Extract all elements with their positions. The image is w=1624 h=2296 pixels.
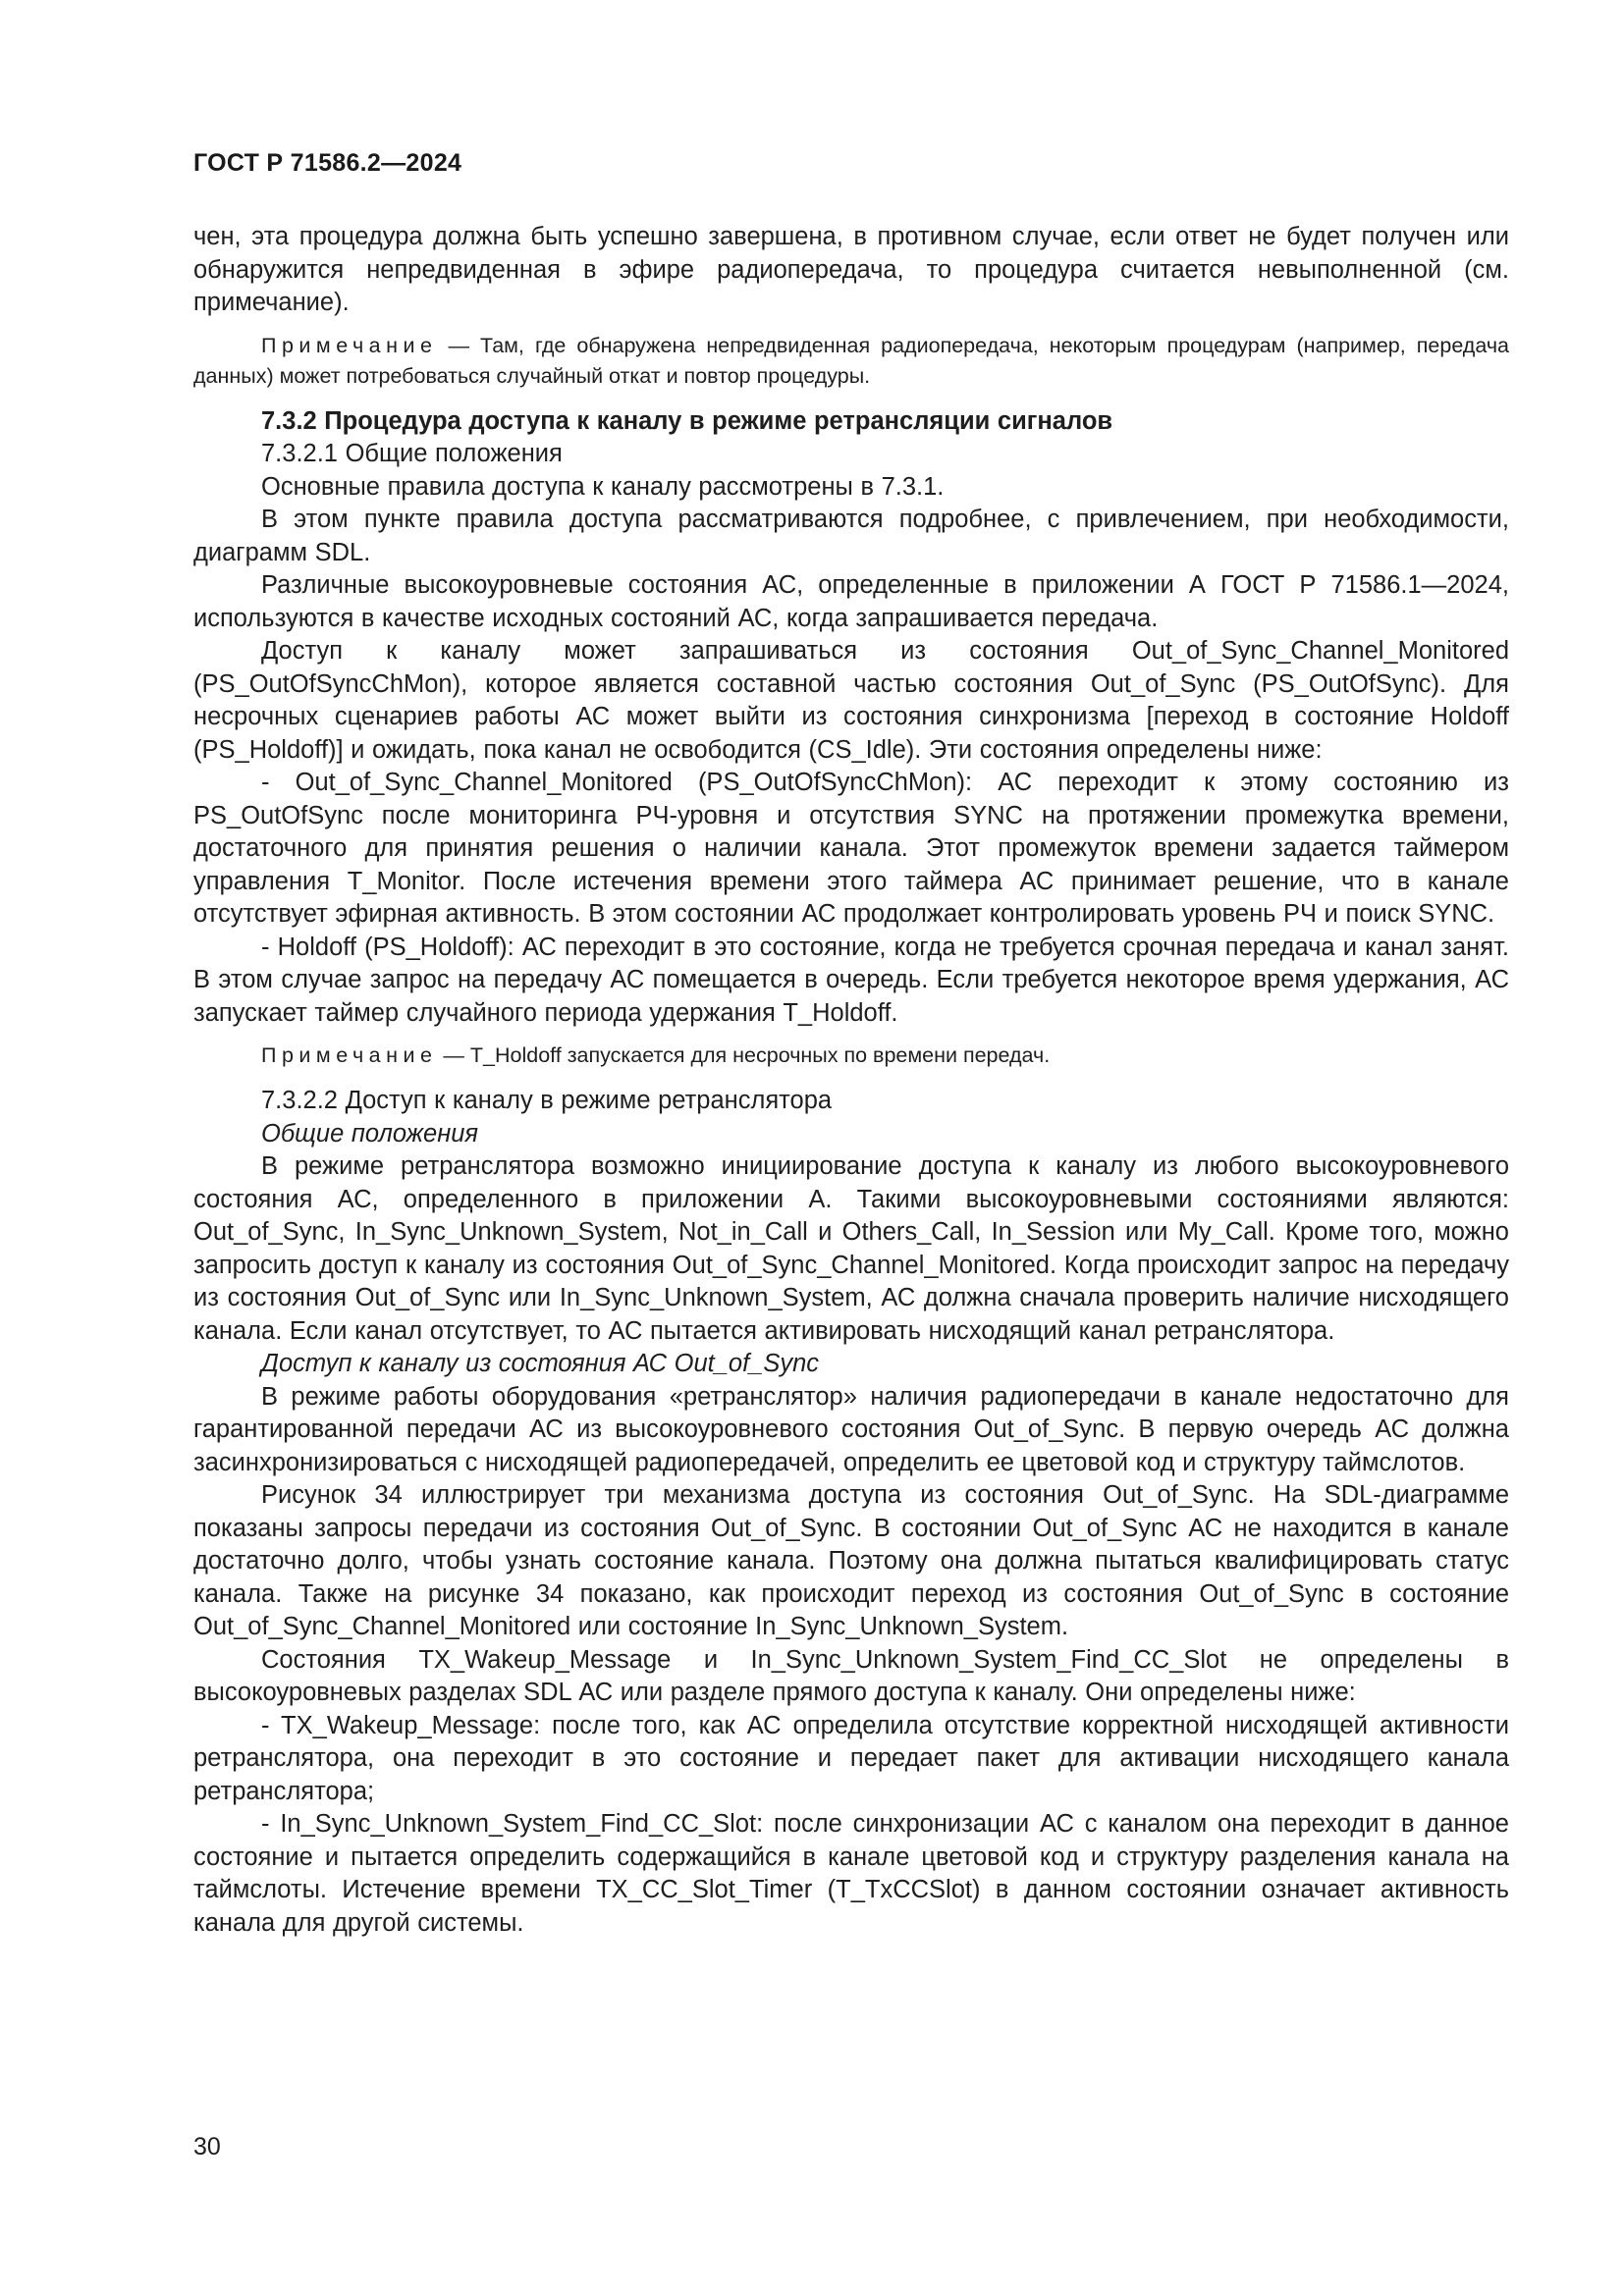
- paragraph: Состояния TX_Wakeup_Message и In_Sync_Unknown_System_Find_CC_Slot не определены в высокоуровневых разделах SDL АС или разделе прямого доступа к каналу. Они определены ниже:: [193, 1645, 1509, 1706]
- paragraph: Доступ к каналу может запрашиваться из состояния Out_of_Sync_Channel_Monitored (PS_OutOfSyncChMon), которое является составной частью состояния Out_of_Sync (PS_OutOfSync). Для несрочных сценариев работы АС может выйти из состояния синхронизма [переход в состояние Holdoff (PS_Holdoff)] и ожидать, пока канал не освободится (CS_Idle). Эти состояния определены ниже:: [193, 637, 1509, 764]
- italic-subheading: Доступ к каналу из состояния АС Out_of_Sync: [261, 1350, 820, 1377]
- paragraph: Различные высокоуровневые состояния АС, определенные в приложении А ГОСТ Р 71586.1—2024, используются в качестве исходных состояний АС, когда запрашивается передача.: [193, 571, 1509, 632]
- paragraph: Основные правила доступа к каналу рассмотрены в 7.3.1.: [261, 472, 945, 501]
- subsection-heading-7-3-2-2: 7.3.2.2 Доступ к каналу в режиме ретранслятора: [261, 1087, 833, 1114]
- note-1: [193, 331, 1509, 392]
- note-label: Примечание: [261, 1043, 438, 1067]
- document-body: [193, 221, 1509, 1940]
- paragraph: В этом пункте правила доступа рассматриваются подробнее, с привлечением, при необходимости, диаграмм SDL.: [193, 506, 1509, 566]
- list-item: - Out_of_Sync_Channel_Monitored (PS_OutOfSyncChMon): АС переходит к этому состоянию из PS_OutOfSync после мониторинга РЧ-уровня и отсутствия SYNC на протяжении промежутка времени, достаточного для принятия решения о наличии канала. Этот промежуток времени задается таймером управления T_Monitor. После истечения времени этого таймера АС принимает решение, что в канале отсутствует эфирная активность. В этом состоянии АС продолжает контролировать уровень РЧ и поиск SYNC.: [193, 769, 1509, 928]
- paragraph-continuation: чен, эта процедура должна быть успешно завершена, в противном случае, если ответ не будет получен или обнаружится непредвиденная в эфире радиопередача, то процедура считается невыполненной (см. примечание).: [193, 223, 1509, 316]
- document-header: ГОСТ Р 71586.2—2024: [193, 149, 462, 177]
- note-label: Примечание: [261, 333, 438, 357]
- list-item: - TX_Wakeup_Message: после того, как АС определила отсутствие корректной нисходящей активности ретранслятора, она переходит в это состояние и передает пакет для активации нисходящего канала ретранслятора;: [193, 1711, 1509, 1805]
- paragraph: В режиме работы оборудования «ретранслятор» наличия радиопередачи в канале недостаточно для гарантированной передачи АС из высокоуровневого состояния Out_of_Sync. В первую очередь АС должна засинхронизироваться с нисходящей радиопередачей, определить ее цветовой код и структуру таймслотов.: [193, 1382, 1509, 1476]
- note-dash: —: [437, 333, 481, 357]
- paragraph: Рисунок 34 иллюстрирует три механизма доступа из состояния Out_of_Sync. На SDL-диаграмме показаны запросы передачи из состояния Out_of_Sync. В состоянии Out_of_Sync АС не находится в канале достаточно долго, чтобы узнать состояние канала. Поэтому она должна пытаться квалифицировать статус канала. Также на рисунке 34 показано, как происходит переход из состояния Out_of_Sync в состояние Out_of_Sync_Channel_Monitored или состояние In_Sync_Unknown_System.: [193, 1481, 1509, 1640]
- note-text: T_Holdoff запускается для несрочных по времени передач.: [469, 1043, 1051, 1067]
- section-heading-7-3-2: 7.3.2 Процедура доступа к каналу в режиме ретрансляции сигналов: [261, 406, 1113, 435]
- note-2: [193, 1041, 1509, 1071]
- italic-subheading: Общие положения: [261, 1119, 479, 1148]
- note-dash: —: [437, 1043, 470, 1067]
- paragraph: В режиме ретранслятора возможно инициирование доступа к каналу из любого высокоуровневого состояния АС, определенного в приложении А. Такими высокоуровневыми состояниями являются: Out_of_Sync, In_Sync_Unknown_System, Not_in_Call и Others_Call, In_Session или My_Call. Кроме того, можно запросить доступ к каналу из состояния Out_of_Sync_Channel_Monitored. Когда происходит запрос на передачу из состояния Out_of_Sync или In_Sync_Unknown_System, АС должна сначала проверить наличие нисходящего канала. Если канал отсутствует, то АС пытается активировать нисходящий канал ретранслятора.: [193, 1152, 1509, 1345]
- page-number: 30: [193, 2133, 221, 2161]
- list-item: - In_Sync_Unknown_System_Find_CC_Slot: после синхронизации АС с каналом она переходит в данное состояние и пытается определить содержащийся в канале цветовой код и структуру разделения канала на таймслоты. Истечение времени TX_CC_Slot_Timer (T_TxCCSlot) в данном состоянии означает активность канала для другой системы.: [193, 1810, 1509, 1937]
- list-item: - Holdoff (PS_Holdoff): АС переходит в это состояние, когда не требуется срочная передача и канал занят. В этом случае запрос на передачу АС помещается в очередь. Если требуется некоторое время удержания, АС запускает таймер случайного периода удержания T_Holdoff.: [193, 933, 1509, 1027]
- subsection-heading-7-3-2-1: 7.3.2.1 Общие положения: [261, 440, 563, 467]
- note-text: Там, где обнаружена непредвиденная радиопередача, некоторым процедурам (например, передача данных) может потребоваться случайный откат и повтор процедуры.: [193, 333, 1509, 388]
